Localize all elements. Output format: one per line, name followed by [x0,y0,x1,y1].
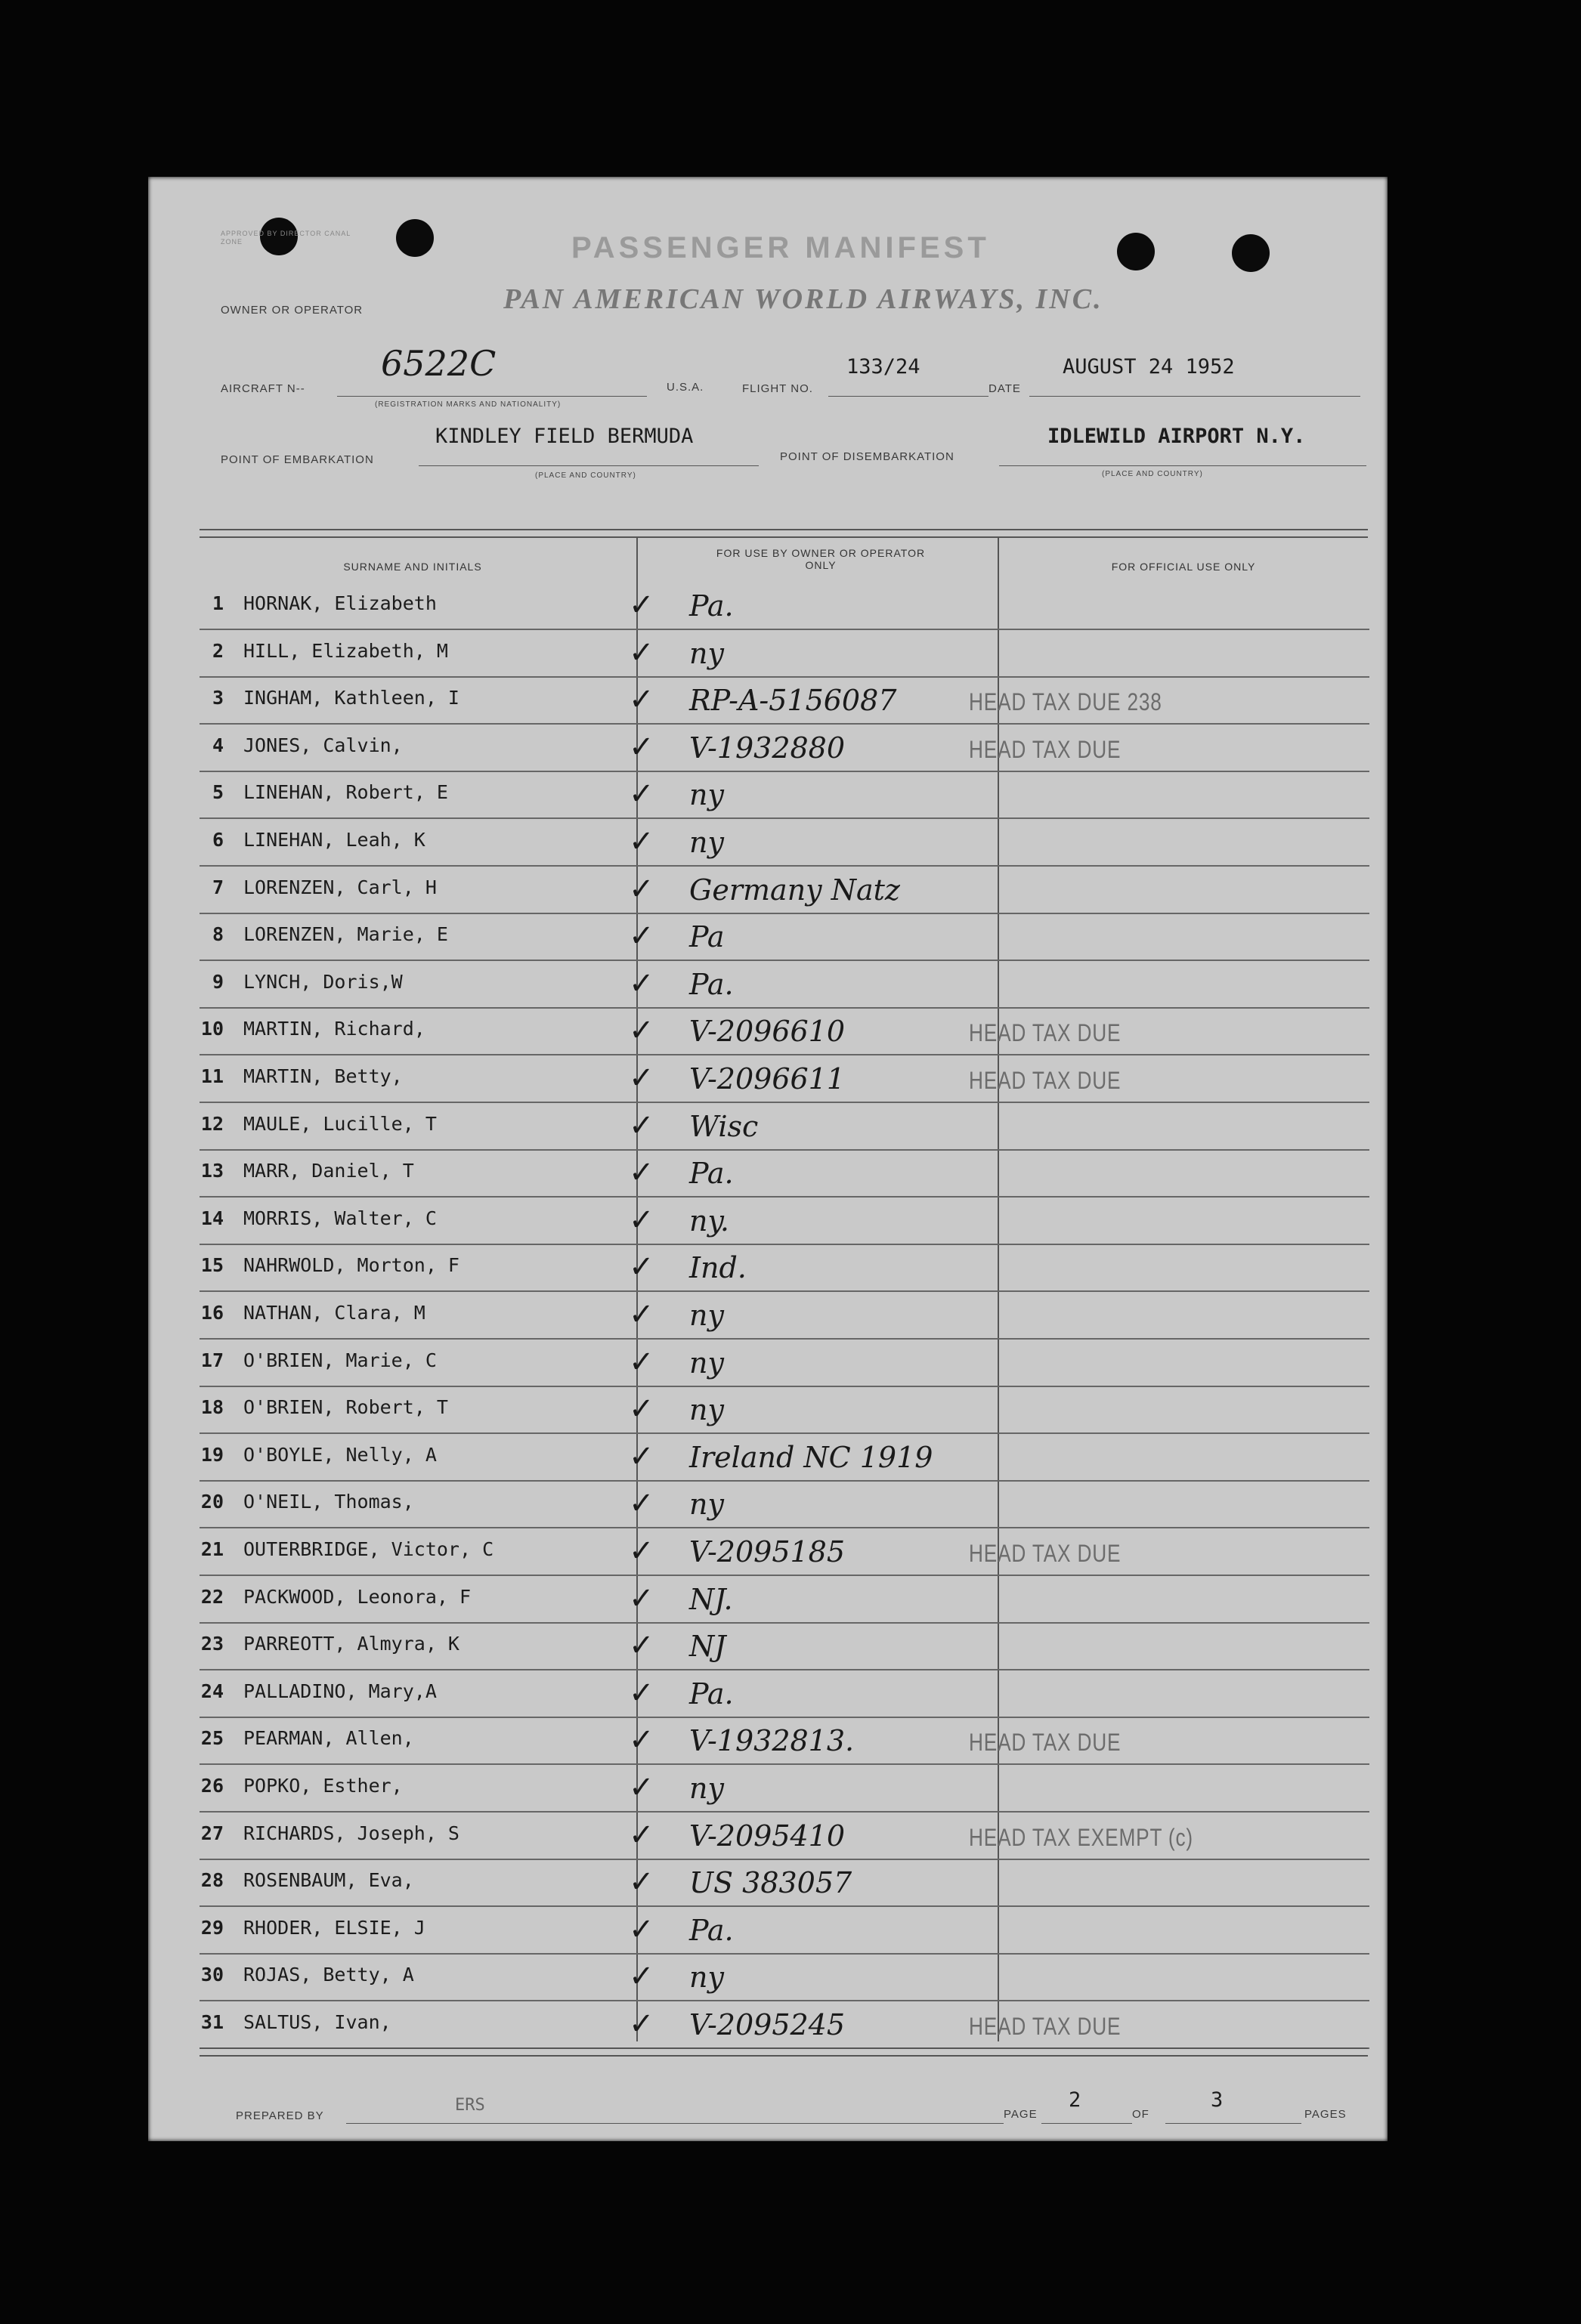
passenger-name: INGHAM, Kathleen, I [243,687,459,709]
table-row [190,1671,1369,1718]
check-mark: ✓ [629,1865,654,1900]
passenger-name: MORRIS, Walter, C [243,1207,437,1229]
table-row [190,1908,1369,1955]
official-stamp: HEAD TAX DUE [969,1019,1122,1047]
passenger-name: HORNAK, Elizabeth [243,592,437,614]
disembark-label: POINT OF DISEMBARKATION [780,450,954,463]
passenger-name: RHODER, ELSIE, J [243,1916,425,1939]
operator-note: ny [689,826,724,859]
form-note: APPROVED BY DIRECTOR CANAL ZONE [221,230,351,246]
check-mark: ✓ [629,1628,654,1664]
aircraft-label: AIRCRAFT N-- [221,382,305,395]
row-number: 26 [200,1775,224,1797]
date-label: DATE [989,382,1021,395]
passenger-name: MARTIN, Betty, [243,1065,403,1087]
table-row [190,1151,1369,1198]
operator-note: V-2095185 [689,1535,846,1568]
flight-label: FLIGHT NO. [742,382,813,395]
operator-note: ny. [689,1204,729,1238]
passenger-name: JONES, Calvin, [243,734,403,756]
operator-note: ny [689,1393,724,1427]
operator-note: Germany Natz [689,873,900,907]
row-number: 31 [200,2011,224,2033]
row-number: 4 [212,734,224,756]
disembark-underline [999,465,1366,466]
table-row [190,678,1369,725]
aircraft-value: 6522C [381,343,497,384]
check-mark: ✓ [629,1486,654,1522]
operator-note: Wisc [689,1109,759,1143]
passenger-name: NAHRWOLD, Morton, F [243,1254,459,1277]
place-note: (PLACE AND COUNTRY) [535,471,636,480]
operator-note: V-1932813. [689,1724,855,1758]
passenger-name: O'BOYLE, Nelly, A [243,1443,437,1466]
table-row [190,1577,1369,1624]
check-mark: ✓ [629,1108,654,1143]
check-mark: ✓ [629,919,654,954]
punch-hole [396,219,434,257]
passenger-name: LORENZEN, Marie, E [243,923,448,946]
table-row [190,1056,1369,1103]
check-mark: ✓ [629,966,654,1001]
punch-hole [1232,234,1270,272]
passenger-name: PEARMAN, Allen, [243,1727,414,1750]
operator-note: ny [689,1772,724,1805]
table-row [190,1529,1369,1576]
operator-note: Pa [689,920,725,954]
passenger-name: NATHAN, Clara, M [243,1302,425,1324]
check-mark: ✓ [629,1770,654,1805]
check-mark: ✓ [629,1013,654,1049]
table-row [190,867,1369,914]
manifest-page [148,177,1388,2141]
passenger-name: OUTERBRIDGE, Victor, C [243,1538,494,1560]
table-row [190,1624,1369,1670]
embark-label: POINT OF EMBARKATION [221,453,374,466]
row-number: 13 [200,1160,224,1182]
row-number: 14 [200,1207,224,1229]
operator-note: Pa. [689,1913,734,1947]
table-row [190,914,1369,961]
owner-label: OWNER OR OPERATOR [221,304,364,317]
passenger-name: HILL, Elizabeth, M [243,639,448,662]
row-number: 8 [212,923,224,946]
table-row [190,1245,1369,1292]
page-label: PAGE [1004,2108,1038,2121]
check-mark: ✓ [629,871,654,907]
check-mark: ✓ [629,1344,654,1380]
check-mark: ✓ [629,1581,654,1616]
punch-hole [1117,233,1155,270]
passenger-name: ROJAS, Betty, A [243,1964,414,1986]
row-number: 12 [200,1112,224,1135]
table-row [190,1198,1369,1245]
check-mark: ✓ [629,1959,654,1995]
check-mark: ✓ [629,1250,654,1285]
row-number: 25 [200,1727,224,1750]
row-number: 17 [200,1349,224,1371]
check-mark: ✓ [629,635,654,670]
passenger-name: O'BRIEN, Marie, C [243,1349,437,1371]
check-mark: ✓ [629,1297,654,1332]
passenger-name: MAULE, Lucille, T [243,1112,437,1135]
check-mark: ✓ [629,1817,654,1853]
usa-label: U.S.A. [667,381,704,394]
official-stamp: HEAD TAX DUE [969,735,1122,763]
table-bottom-rule [200,2047,1368,2057]
aircraft-underline [337,396,647,397]
official-stamp: HEAD TAX DUE [969,1067,1122,1094]
check-mark: ✓ [629,777,654,812]
check-mark: ✓ [629,1911,654,1947]
table-row [190,1435,1369,1482]
operator-note: ny [689,1488,724,1522]
table-row [190,1860,1369,1907]
row-number: 9 [212,970,224,993]
official-stamp: HEAD TAX DUE [969,1729,1122,1757]
table-row [190,1813,1369,1860]
operator-note: US 383057 [689,1866,852,1900]
prepared-value: ERS [455,2096,485,2115]
official-stamp: HEAD TAX DUE 238 [969,688,1162,716]
operator-note: ny [689,1299,724,1332]
passenger-name: MARTIN, Richard, [243,1018,425,1040]
check-mark: ✓ [629,729,654,765]
operator-note: NJ [689,1630,726,1664]
operator-note: Ind. [689,1251,747,1285]
table-row [190,1955,1369,2001]
row-number: 29 [200,1916,224,1939]
of-value: 3 [1211,2088,1224,2112]
check-mark: ✓ [629,1675,654,1711]
table-row [190,1482,1369,1528]
operator-note: ny [689,778,724,812]
table-row [190,962,1369,1009]
operator-note: Pa. [689,589,734,623]
row-number: 1 [212,592,224,614]
operator-note: NJ. [689,1582,733,1616]
registration-note: (REGISTRATION MARKS AND NATIONALITY) [375,400,562,409]
check-mark: ✓ [629,1202,654,1238]
passenger-name: PACKWOOD, Leonora, F [243,1585,472,1608]
row-number: 10 [200,1018,224,1040]
row-number: 21 [200,1538,224,1560]
table-row [190,772,1369,819]
operator-note: Pa. [689,967,734,1001]
official-use-header: FOR OFFICIAL USE ONLY [1111,561,1256,573]
official-stamp: HEAD TAX DUE [969,2013,1122,2040]
operator-note: Pa. [689,1157,734,1191]
check-mark: ✓ [629,2007,654,2041]
table-row [190,1718,1369,1765]
passenger-name: ROSENBAUM, Eva, [243,1869,414,1892]
row-number: 23 [200,1633,224,1655]
passenger-name: LYNCH, Doris,W [243,970,403,993]
operator-note: V-2096611 [689,1062,846,1096]
page-underline [1041,2123,1132,2124]
official-stamp: HEAD TAX EXEMPT (c) [969,1823,1193,1851]
passenger-name: SALTUS, Ivan, [243,2011,391,2033]
disembark-value: IDLEWILD AIRPORT N.Y. [1047,425,1306,448]
official-stamp: HEAD TAX DUE [969,1540,1122,1567]
table-top-rule [200,529,1368,538]
row-number: 24 [200,1680,224,1702]
table-row [190,1340,1369,1387]
row-number: 28 [200,1869,224,1892]
page-value: 2 [1069,2088,1081,2112]
flight-value: 133/24 [846,355,920,379]
row-number: 3 [212,687,224,709]
check-mark: ✓ [629,1392,654,1427]
passenger-name: MARR, Daniel, T [243,1160,414,1182]
row-number: 5 [212,781,224,804]
check-mark: ✓ [629,1534,654,1568]
table-row [190,725,1369,772]
operator-note: V-2095245 [689,2008,846,2041]
check-mark: ✓ [629,824,654,859]
passenger-name: LINEHAN, Leah, K [243,829,425,851]
check-mark: ✓ [629,1155,654,1191]
row-number: 19 [200,1443,224,1466]
place-note: (PLACE AND COUNTRY) [1102,470,1203,478]
passenger-name: LORENZEN, Carl, H [243,876,437,898]
operator-note: ny [689,636,724,670]
row-number: 7 [212,876,224,898]
check-mark: ✓ [629,1723,654,1758]
pages-label: PAGES [1304,2108,1347,2121]
row-number: 30 [200,1964,224,1986]
passenger-name: LINEHAN, Robert, E [243,781,448,804]
row-number: 16 [200,1302,224,1324]
date-underline [1029,396,1360,397]
operator-note: V-2095410 [689,1819,846,1853]
row-number: 20 [200,1491,224,1513]
table-row [190,1104,1369,1151]
surname-header: SURNAME AND INITIALS [343,561,482,573]
check-mark: ✓ [629,1439,654,1474]
operator-name: PAN AMERICAN WORLD AIRWAYS, INC. [503,283,1103,315]
row-number: 2 [212,639,224,662]
operator-note: ny [689,1961,724,1995]
passenger-name: PALLADINO, Mary,A [243,1680,437,1702]
row-number: 27 [200,1822,224,1844]
row-number: 22 [200,1585,224,1608]
passenger-name: O'BRIEN, Robert, T [243,1396,448,1419]
table-row [190,2002,1369,2049]
table-row [190,1293,1369,1340]
table-row [190,1387,1369,1434]
row-number: 6 [212,829,224,851]
embark-value: KINDLEY FIELD BERMUDA [435,425,694,448]
passenger-name: POPKO, Esther, [243,1775,403,1797]
row-number: 18 [200,1396,224,1419]
embark-underline [419,465,759,466]
operator-note: Pa. [689,1677,734,1711]
table-row [190,631,1369,678]
check-mark: ✓ [629,1061,654,1096]
owner-use-header: FOR USE BY OWNER OR OPERATOR ONLY [716,547,926,571]
passenger-name: RICHARDS, Joseph, S [243,1822,459,1844]
check-mark: ✓ [629,682,654,718]
passenger-name: PARREOTT, Almyra, K [243,1633,459,1655]
table-row [190,820,1369,867]
operator-note: V-2096610 [689,1015,846,1049]
operator-note: RP-A-5156087 [689,684,897,718]
prepared-label: PREPARED BY [236,2109,324,2122]
of-underline [1165,2123,1301,2124]
table-row [190,1009,1369,1055]
operator-note: Ireland NC 1919 [689,1440,933,1474]
operator-note: ny [689,1346,724,1380]
table-row [190,1766,1369,1813]
operator-note: V-1932880 [689,731,846,765]
date-value: AUGUST 24 1952 [1063,355,1235,379]
check-mark: ✓ [629,588,654,623]
row-number: 11 [200,1065,224,1087]
page-title: PASSENGER MANIFEST [571,231,990,264]
flight-underline [828,396,989,397]
row-number: 15 [200,1254,224,1277]
table-row [190,583,1369,630]
prepared-underline [346,2123,1004,2124]
passenger-name: O'NEIL, Thomas, [243,1491,414,1513]
of-label: OF [1132,2108,1149,2121]
